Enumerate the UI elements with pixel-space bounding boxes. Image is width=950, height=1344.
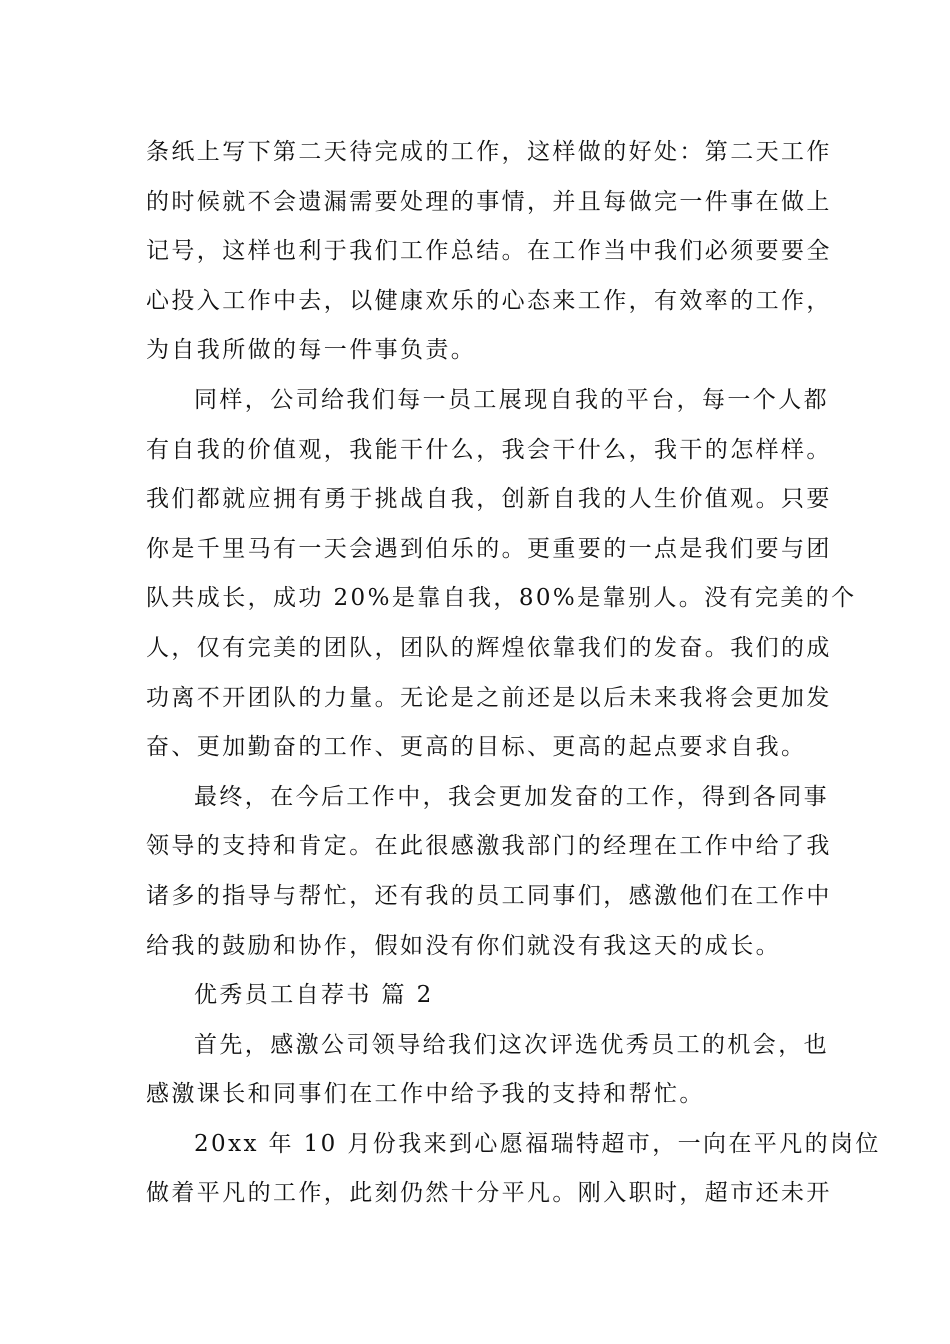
- text-line: 诸多的指导与帮忙，还有我的员工同事们，感激他们在工作中: [146, 882, 832, 909]
- text-line: 感激课长和同事们在工作中给予我的支持和帮忙。: [146, 1081, 705, 1108]
- text-line: 记号，这样也利于我们工作总结。在工作当中我们必须要要全: [146, 238, 832, 265]
- text-line: 20xx 年 10 月份我来到心愿福瑞特超市，一向在平凡的岗位: [194, 1130, 881, 1157]
- text-line: 人，仅有完美的团队，团队的辉煌依靠我们的发奋。我们的成: [146, 634, 832, 661]
- text-line: 首先，感激公司领导给我们这次评选优秀员工的机会，也: [194, 1031, 829, 1058]
- text-line: 为自我所做的每一件事负责。: [146, 337, 477, 364]
- text-line: 我们都就应拥有勇于挑战自我，创新自我的人生价值观。只要: [146, 486, 832, 513]
- text-line: 你是千里马有一天会遇到伯乐的。更重要的一点是我们要与团: [146, 535, 832, 562]
- text-line: 奋、更加勤奋的工作、更高的目标、更高的起点要求自我。: [146, 734, 807, 761]
- text-line: 的时候就不会遗漏需要处理的事情，并且每做完一件事在做上: [146, 188, 832, 215]
- text-line: 条纸上写下第二天待完成的工作，这样做的好处：第二天工作: [146, 139, 832, 165]
- text-line: 有自我的价值观，我能干什么，我会干什么，我干的怎样样。: [146, 436, 832, 463]
- text-line: 最终，在今后工作中，我会更加发奋的工作，得到各同事: [194, 783, 829, 810]
- document-body: [146, 128, 881, 1219]
- text-line: 做着平凡的工作，此刻仍然十分平凡。刚入职时，超市还未开: [146, 1180, 832, 1207]
- text-line: 心投入工作中去，以健康欢乐的心态来工作，有效率的工作，: [146, 287, 832, 314]
- text-line: 功离不开团队的力量。无论是之前还是以后未来我将会更加发: [146, 684, 832, 711]
- text-line: 给我的鼓励和协作，假如没有你们就没有我这天的成长。: [146, 932, 781, 959]
- text-line: 优秀员工自荐书 篇 2: [194, 982, 434, 1009]
- text-line: 领导的支持和肯定。在此很感激我部门的经理在工作中给了我: [146, 833, 832, 860]
- text-line: 同样，公司给我们每一员工展现自我的平台，每一个人都: [194, 386, 829, 413]
- text-line: 队共成长，成功 20%是靠自我，80%是靠别人。没有完美的个: [146, 585, 857, 612]
